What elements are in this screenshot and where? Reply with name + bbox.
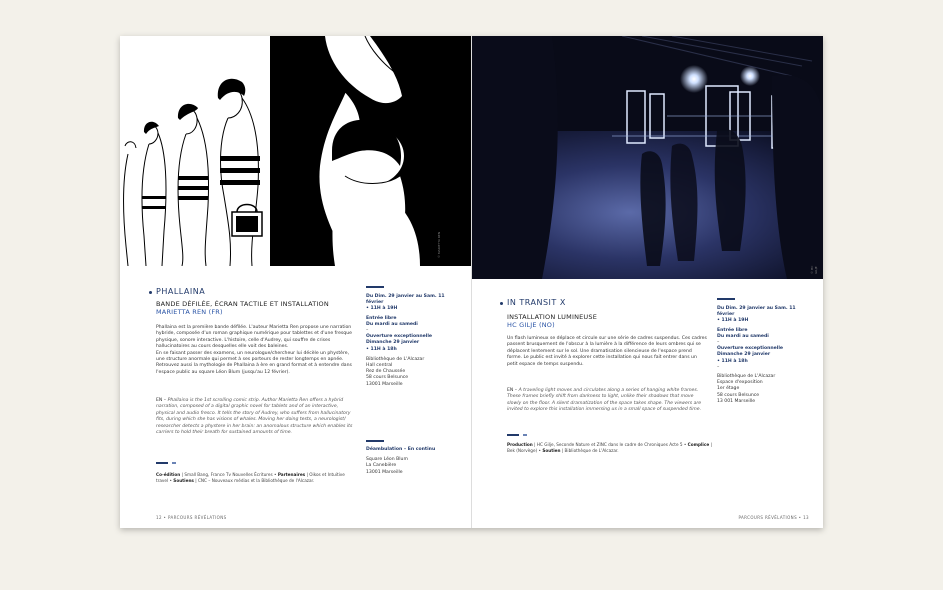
body-en-label: EN – [156, 398, 167, 403]
body-en-text: Phallaina is the 1st scrolling comic strip. Author Marietta Ren offers a hybrid narration, composed of a digital graphic novel for tablets and of an interactive, physical and audio fresco. It tells the story of Audrey, who suffers from hallucinatory fits, during which she has visions of whales. Moving her doing tests, a neurologist/ researcher detects a phystere in her brain: an anomalous structure which enables its carriers to hold their breath for sustained amounts of time. [156, 398, 353, 436]
article-title: IN TRANSIT X [507, 298, 566, 307]
info-entry-days: Du mardi au samedi [717, 333, 769, 339]
article-subtitle: BANDE DÉFILÉE, ÉCRAN TACTILE ET INSTALLATION [156, 300, 329, 308]
body-en-label: EN – [507, 388, 518, 393]
venue-line: Hall central [366, 363, 393, 369]
info-special-hours: • 11H à 18h [717, 358, 748, 364]
credits: Production | HC Gilje, Seconde Nature et ZINC dans le cadre de Chroniques Acte 5 • Complice | Bek (Norvège) • Soutien | Bibliothèque de L'Alcazar. [507, 442, 712, 453]
production-label: Production [507, 442, 533, 447]
info-dash: – [717, 364, 720, 370]
credits-text: Small Bang, France Tv Nouvelles Écritures • [184, 472, 277, 477]
production-text: HC Gilje, Seconde Nature et ZINC dans le cadre de Chroniques Acte 5 • [536, 442, 687, 447]
body-en-text: A traveling light moves and circulates along a series of hanging white frames. These frames briefly shift from darkness to light, unlike their shadows that move slowly on the floor. A silent dramatization of the space takes shape. The viewers are invited to explore this installation immersing us in a small space of suspended time. [507, 388, 702, 413]
info-dates: Du Dim. 29 janvier au Sam. 11 février [717, 306, 796, 318]
credits-label: Co-édition [156, 472, 181, 477]
body-fr [156, 325, 354, 376]
venue-line: 58 cours Belsunce [366, 375, 409, 381]
support-label: Soutien [542, 448, 561, 453]
section-divider-dot [523, 434, 527, 436]
walk-line: La Canebière [366, 463, 397, 469]
body-fr-p1: Phallaina est la première bande défilée. L'auteur Marietta Ren propose une narration hybride, composée d'un roman graphique numérique pour tablettes et d'une fresque physique, sonore interactive. L'histoire, celle d'Audrey, qui souffre de crises hallucinatoires au cours desquelles elle voit des baleines. [156, 325, 352, 350]
walk-line: 13001 Marseille [366, 469, 403, 475]
article-subtitle: INSTALLATION LUMINEUSE [507, 313, 598, 321]
info-special-label: Ouverture exceptionnelle [717, 346, 784, 352]
body-en [507, 388, 707, 414]
info-divider [366, 286, 384, 288]
section-divider [156, 462, 168, 464]
info-special-hours: • 11H à 18h [366, 346, 397, 352]
page-folio-right: PARCOURS RÉVÉLATIONS • 13 [738, 515, 809, 520]
credits: Co-édition | Small Bang, France Tv Nouvelles Écritures • Partenaires | Oikos et Intuitive travel • Soutiens | CNC – Nouveaux médias et la Bibliothèque de l'Alcazar. [156, 472, 345, 483]
venue-line: 1er étage [717, 386, 740, 392]
partners-label: Partenaires [277, 472, 306, 477]
page-folio-left: 12 • PARCOURS RÉVÉLATIONS [156, 515, 227, 520]
info-dates: Du Dim. 29 janvier au Sam. 11 février [366, 294, 445, 306]
left-page [120, 36, 471, 528]
info-special-date: Dimanche 29 janvier [366, 340, 420, 346]
complice-label: Complice [687, 442, 710, 447]
info-hours: • 11H à 19H [366, 306, 398, 312]
article-artist: HC GILJE (NO) [507, 321, 555, 329]
walk-line: Square Léon Blum [366, 457, 408, 463]
info-dash: – [366, 328, 369, 334]
info-entry-days: Du mardi au samedi [366, 321, 418, 327]
support-label: Soutiens [173, 478, 194, 483]
article-artist: MARIETTA REN (FR) [156, 308, 223, 316]
info-special-label: Ouverture exceptionnelle [366, 334, 433, 340]
info-divider [717, 298, 735, 300]
section-divider-dot [172, 462, 176, 464]
body-fr: Un flash lumineux se déplace et circule sur une série de cadres suspendus. Ces cadres passent brusquement de l'obscur à la lumière à la différence de leurs ombres qui se déplacent lentement sur le sol. Une dramatisation silencieuse de l'espace prend forme. Le public est invité à explorer cette installation qui nous fait entrer dans un petit espace de temps suspendu. [507, 336, 707, 367]
info-special-date: Dimanche 29 janvier [717, 352, 771, 358]
info-dash: – [717, 340, 720, 346]
info-entry-label: Entrée libre [366, 315, 397, 321]
info-column [366, 294, 456, 391]
partners-text: Oikos et Intuitive travel • [156, 472, 345, 483]
body-fr-p2: En se faisant passer des examens, un neurologue/chercheur lui décèle un phystère, une structure anormale qui permet à ses porteurs de rester longtemps en apnée. Retrouvez aussi la mythologie de Phallaina à ère en grand format et à entendre dans l'espace public au square Léon Blum (jusqu'au 12 février). [156, 350, 352, 375]
phallaina-illustration [120, 36, 471, 266]
info-divider [366, 440, 384, 442]
right-page [472, 36, 823, 528]
body-en [156, 398, 354, 436]
venue-line: Bibliothèque de L'Alcazar [366, 356, 425, 362]
illustration-credit: © MARIETTA REN [437, 231, 441, 258]
in-transit-photo [472, 36, 823, 279]
photo-credit: © HC GILJE [810, 265, 818, 274]
info-hours: • 11H à 19H [717, 318, 749, 324]
info-entry-label: Entrée libre [717, 327, 748, 333]
venue-line: 13 001 Marseille [717, 398, 756, 404]
magazine-spread [120, 36, 823, 528]
venue-line: Espace d'exposition [717, 380, 763, 386]
complice-text: Bek (Norvège) • [507, 448, 541, 453]
venue-line: Bibliothèque de L'Alcazar [717, 374, 776, 380]
venue-line: Rez de Chaussée [366, 369, 406, 375]
walk-info [366, 447, 461, 476]
bullet-icon [500, 302, 503, 305]
venue-line: 58 cours Belsunce [717, 392, 760, 398]
bullet-icon [149, 291, 152, 294]
support-text: Bibliothèque de L'Alcazar. [564, 448, 619, 453]
walk-label: Déambulation – En continu [366, 447, 436, 452]
article-title: PHALLAINA [156, 287, 206, 296]
venue-line: 13001 Marseille [366, 381, 403, 387]
support-text: CNC – Nouveaux médias et la Bibliothèque de l'Alcazar. [198, 478, 315, 483]
section-divider [507, 434, 519, 436]
info-column [717, 306, 812, 408]
